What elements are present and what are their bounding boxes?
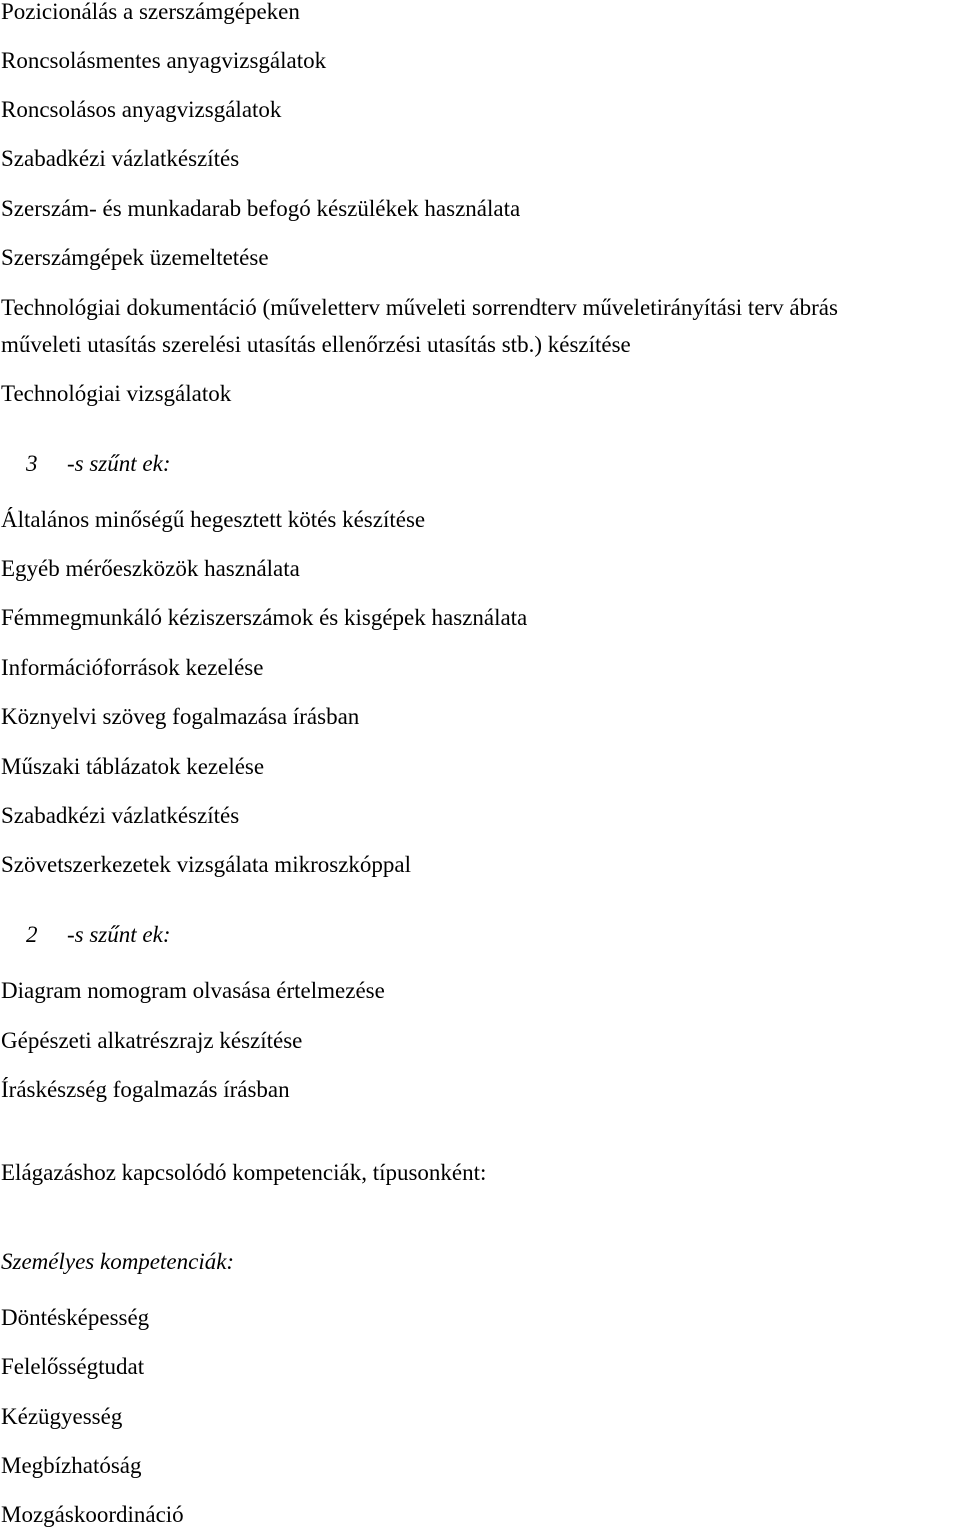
list-item: Köznyelvi szöveg fogalmazása írásban <box>1 704 360 729</box>
list-item: Döntésképesség <box>1 1305 150 1330</box>
level-label: -s szűnt ek: <box>67 922 171 947</box>
list-item: Technológiai vizsgálatok <box>1 381 232 406</box>
list-item: Fémmegmunkáló kéziszerszámok és kisgépek használata <box>1 605 528 630</box>
list-item: Szerszámgépek üzemeltetése <box>1 245 269 270</box>
list-item: Pozicionálás a szerszámgépeken <box>1 0 300 24</box>
personal-competencies-heading: Személyes kompetenciák: <box>1 1249 235 1274</box>
list-item: Szabadkézi vázlatkészítés <box>1 803 240 828</box>
list-item: Műszaki táblázatok kezelése <box>1 754 265 779</box>
list-item: Szabadkézi vázlatkészítés <box>1 146 240 171</box>
level-number: 2 <box>26 922 38 947</box>
list-item: Gépészeti alkatrészrajz készítése <box>1 1028 303 1053</box>
list-item: Felelősségtudat <box>1 1354 145 1379</box>
list-item: Íráskészség fogalmazás írásban <box>1 1077 290 1102</box>
list-item: Diagram nomogram olvasása értelmezése <box>1 978 385 1003</box>
list-item: Egyéb mérőeszközök használata <box>1 556 300 581</box>
list-item-wrapped-line-2: műveleti utasítás szerelési utasítás ellenőrzési utasítás stb.) készítése <box>1 332 631 357</box>
level-number: 3 <box>26 451 38 476</box>
list-item-wrapped-line-1: Technológiai dokumentáció (műveletterv műveleti sorrendterv műveletirányítási terv ábrás <box>1 295 838 320</box>
list-item: Megbízhatóság <box>1 1453 142 1478</box>
list-item: Mozgáskoordináció <box>1 1502 184 1527</box>
list-item: Roncsolásmentes anyagvizsgálatok <box>1 48 327 73</box>
list-item: Kézügyesség <box>1 1404 123 1429</box>
list-item: Roncsolásos anyagvizsgálatok <box>1 97 282 122</box>
list-item: Szövetszerkezetek vizsgálata mikroszkóppal <box>1 852 412 877</box>
list-item: Szerszám- és munkadarab befogó készülékek használata <box>1 196 521 221</box>
list-item: Általános minőségű hegesztett kötés készítése <box>1 507 426 532</box>
section-heading: Elágazáshoz kapcsolódó kompetenciák, típusonként: <box>1 1160 487 1185</box>
list-item: Információforrások kezelése <box>1 655 264 680</box>
level-label: -s szűnt ek: <box>67 451 171 476</box>
